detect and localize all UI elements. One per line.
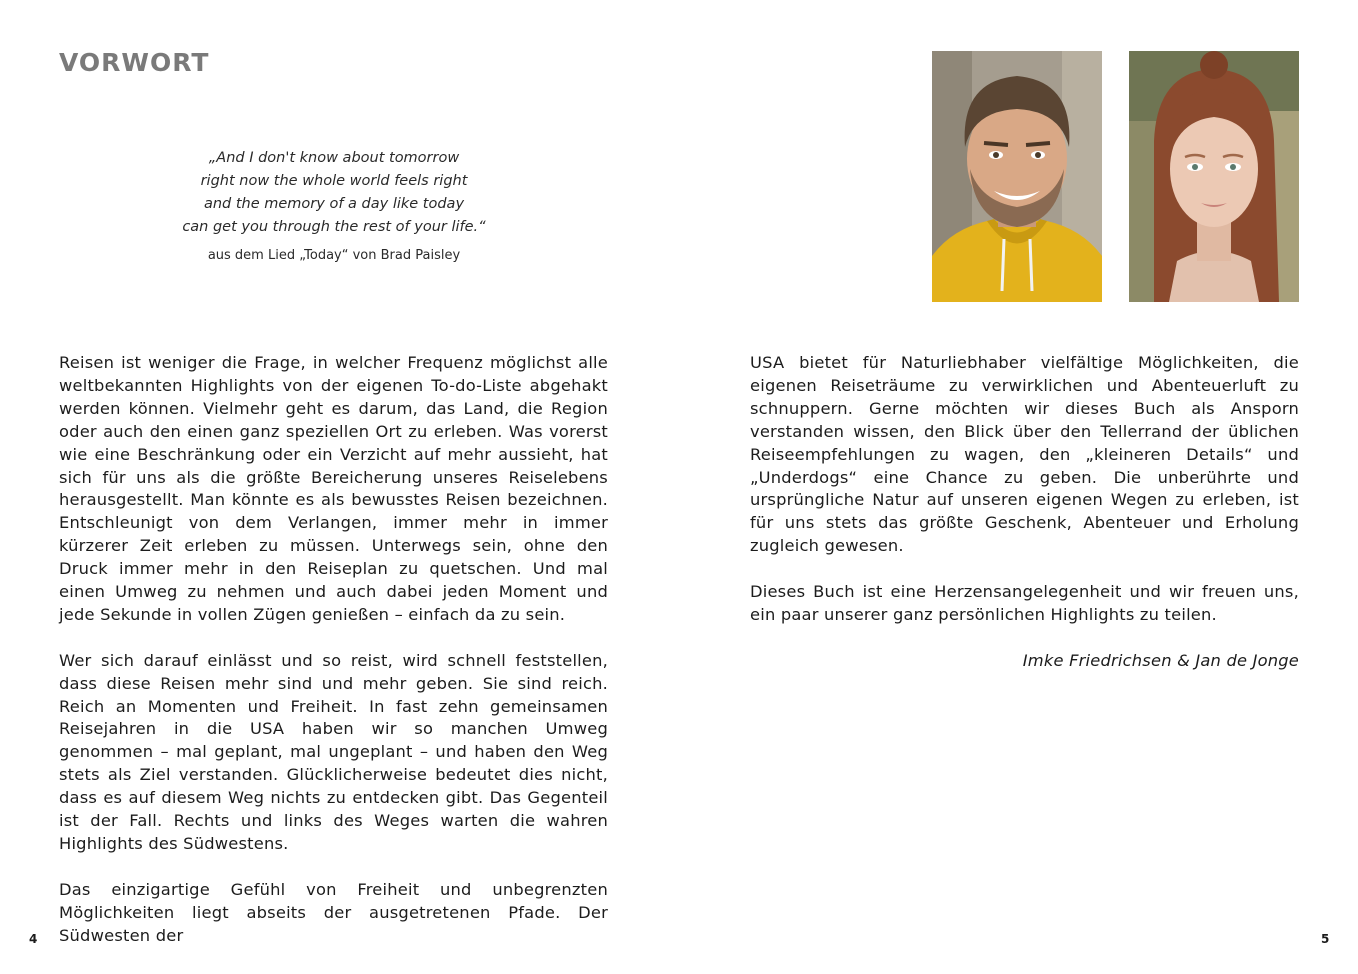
paragraph: Das einzigartige Gefühl von Freiheit und unbegrenzten Möglichkeiten liegt abseits der ausgetretenen Pfade. Der Südwesten der	[59, 879, 608, 945]
author-photo-man	[932, 51, 1102, 302]
foreword-text-right-column	[750, 352, 1299, 696]
paragraph: Wer sich darauf einlässt und so reist, wird schnell feststellen, dass diese Reisen mehr sind und mehr geben. Sie sind reich. Reich an Momenten und Freiheit. In fast zehn gemeinsamen Reisejahren in die USA haben wir so manchen Umweg genommen – mal geplant, mal ungeplant – und haben den Weg stets als Ziel verstanden. Glücklicherweise bedeutet dies nicht, dass es auf diesem Weg nichts zu entdecken gibt. Das Gegenteil ist der Fall. Rechts und links des Weges warten die wahren Highlights des Südwestens.	[59, 650, 608, 854]
quote-line: and the memory of a day like today	[203, 196, 465, 212]
paragraph: Reisen ist weniger die Frage, in welcher Frequenz möglichst alle weltbekannten Highlights von der eigenen To-do-Liste abgehakt werden können. Vielmehr geht es darum, das Land, die Region oder auch den einen ganz speziellen Ort zu erleben. Was vorerst wie eine Beschränkung oder ein Verzicht auf mehr aussieht, hat sich für uns als die größte Bereicherung unseres Reiselebens herausgestellt. Man könnte es als bewusstes Reisen bezeichnen. Entschleunigt von dem Verlangen, immer mehr in immer kürzerer Zeit erleben zu müssen. Unterwegs sein, ohne den Druck immer mehr in den Reiseplan zu quetschen. Und mal einen Umweg zu nehmen und auch dabei jeden Moment und jede Sekunde in vollen Zügen genießen – einfach da zu sein.	[59, 353, 608, 624]
paragraph: USA bietet für Naturliebhaber vielfältige Möglichkeiten, die eigenen Reiseträume zu verwirklichen und Abenteuerluft zu schnuppern. Gerne möchten wir dieses Buch als Ansporn verstanden wissen, den Blick über den Tellerrand der üblichen Reiseempfehlungen zu wagen, den „kleineren Details“ und „Underdogs“ eine Chance zu geben. Die unberührte und ursprüngliche Natur auf unseren eigenen Wegen zu erleben, ist für uns stets das größte Geschenk, Abenteuer und Erholung zugleich gewesen.	[750, 353, 1299, 556]
page-heading: VORWORT	[59, 48, 210, 77]
quote-line: can get you through the rest of your life.“	[182, 219, 486, 235]
epigraph-quote	[150, 147, 518, 239]
author-photo-woman	[1129, 51, 1299, 302]
paragraph: Dieses Buch ist eine Herzensangelegenheit und wir freuen uns, ein paar unserer ganz persönlichen Highlights zu teilen.	[750, 582, 1299, 624]
page-number-right: 5	[1321, 932, 1330, 946]
quote-source: aus dem Lied „Today“ von Brad Paisley	[207, 248, 461, 263]
author-signature: Imke Friedrichsen & Jan de Jonge	[1022, 650, 1299, 670]
page-number-left: 4	[29, 932, 38, 946]
foreword-text-left-column	[59, 352, 608, 970]
quote-line: „And I don't know about tomorrow	[208, 150, 460, 166]
quote-line: right now the whole world feels right	[200, 173, 468, 189]
